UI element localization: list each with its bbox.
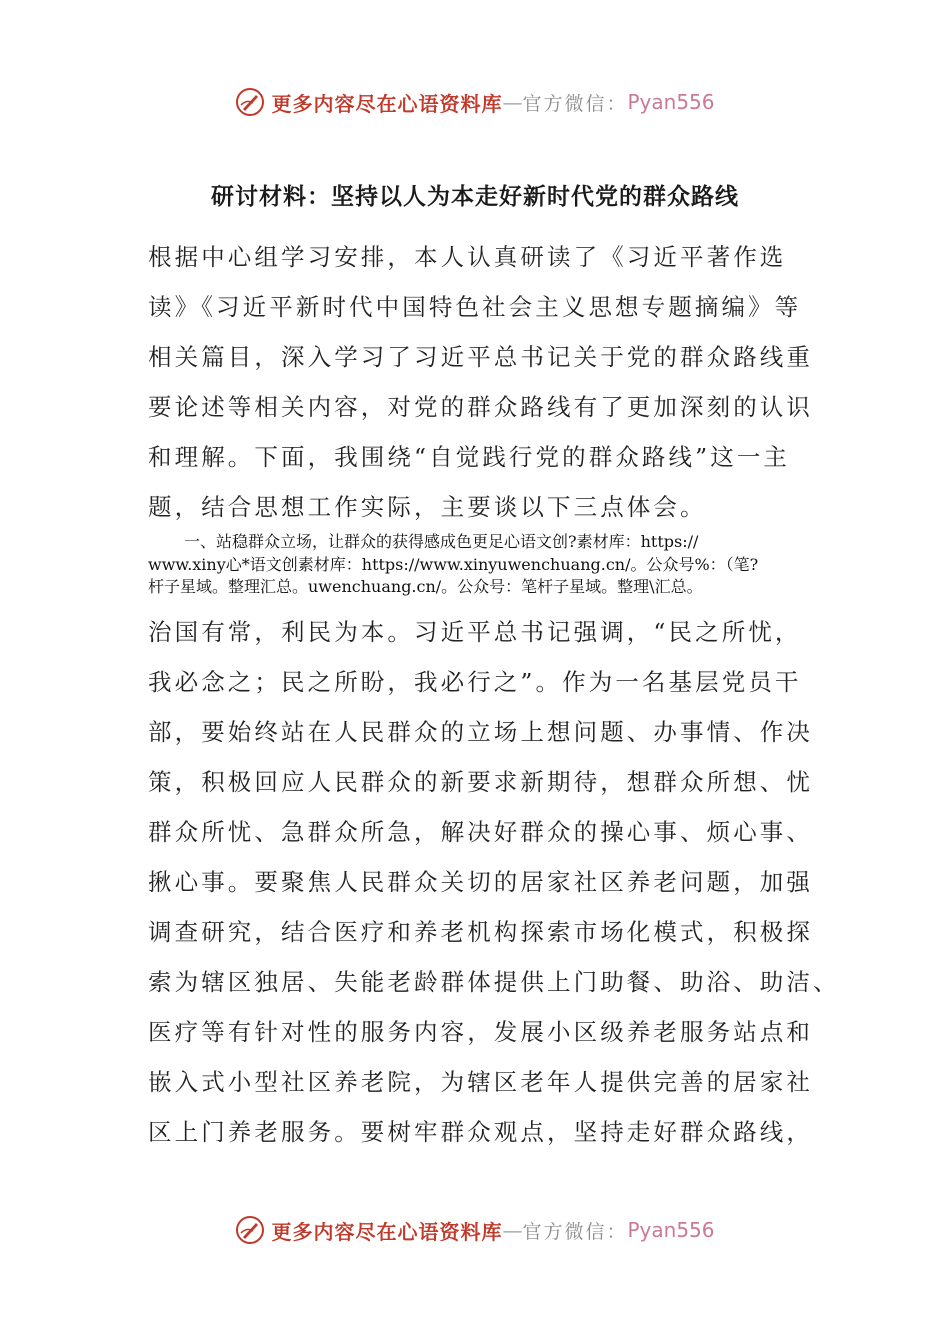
text-line: 调查研究，结合医疗和养老机构探索市场化模式，积极探 [148, 918, 813, 946]
text-line: 杆子星域。整理汇总。uwenchuang.cn/。公众号：笔杆子星域。整理\汇总。 [148, 577, 703, 596]
text-line: 医疗等有针对性的服务内容，发展小区级养老服务站点和 [148, 1018, 813, 1046]
text-line: 揪心事。要聚焦人民群众关切的居家社区养老问题，加强 [148, 868, 813, 896]
footer-banner [0, 1210, 950, 1250]
text-line: 嵌入式小型社区养老院，为辖区老年人提供完善的居家社 [148, 1068, 813, 1096]
text-line: 群众所忧、急群众所急，解决好群众的操心事、烦心事、 [148, 818, 813, 846]
wechat-label: 官方微信： [522, 92, 628, 115]
intro-paragraph [148, 232, 813, 532]
text-line: 读》《习近平新时代中国特色社会主义思想专题摘编》等 [148, 293, 802, 321]
text-line: 区上门养老服务。要树牢群众观点，坚持走好群众路线， [148, 1118, 813, 1146]
text-line: 我必念之；民之所盼，我必行之”。作为一名基层党员干 [148, 668, 802, 696]
quill-logo-icon [235, 87, 265, 117]
banner-separator: — [502, 90, 523, 114]
text-line: 相关篇目，深入学习了习近平总书记关于党的群众路线重 [148, 343, 813, 371]
promo-text: 更多内容尽在心语资料库 [271, 1219, 503, 1244]
text-line: 部，要始终站在人民群众的立场上想问题、办事情、作决 [148, 718, 813, 746]
header-banner [0, 82, 950, 122]
text-line: 治国有常，利民为本。习近平总书记强调，“民之所忧， [148, 618, 802, 646]
text-line: 索为辖区独居、失能老龄群体提供上门助餐、助浴、助洁、 [148, 968, 840, 996]
text-line: www.xiny心*语文创素材库：https://www.xinyuwenchuang.cn/。公众号%：（笔? [148, 554, 759, 574]
banner-separator: — [502, 1218, 523, 1242]
wechat-handle: Pyan556 [627, 1218, 715, 1242]
quill-logo-icon [235, 1215, 265, 1245]
text-line: 根据中心组学习安排，本人认真研读了《习近平著作选 [148, 243, 787, 271]
text-line: 一、站稳群众立场，让群众的获得感成色更足心语文创?素材库：https:// [184, 532, 699, 551]
text-line: 题，结合思想工作实际，主要谈以下三点体会。 [148, 493, 707, 521]
text-line: 要论述等相关内容，对党的群众路线有了更加深刻的认识 [148, 393, 813, 421]
section-heading [148, 531, 818, 599]
document-title: 研讨材料：坚持以人为本走好新时代党的群众路线 [211, 183, 739, 210]
promo-text: 更多内容尽在心语资料库 [271, 91, 503, 116]
text-line: 策，积极回应人民群众的新要求新期待，想群众所想、忧 [148, 768, 813, 796]
wechat-label: 官方微信： [522, 1220, 628, 1243]
text-line: 和理解。下面，我围绕“自觉践行党的群众路线”这一主 [148, 443, 791, 471]
body-paragraph [148, 607, 840, 1157]
wechat-handle: Pyan556 [627, 90, 715, 114]
